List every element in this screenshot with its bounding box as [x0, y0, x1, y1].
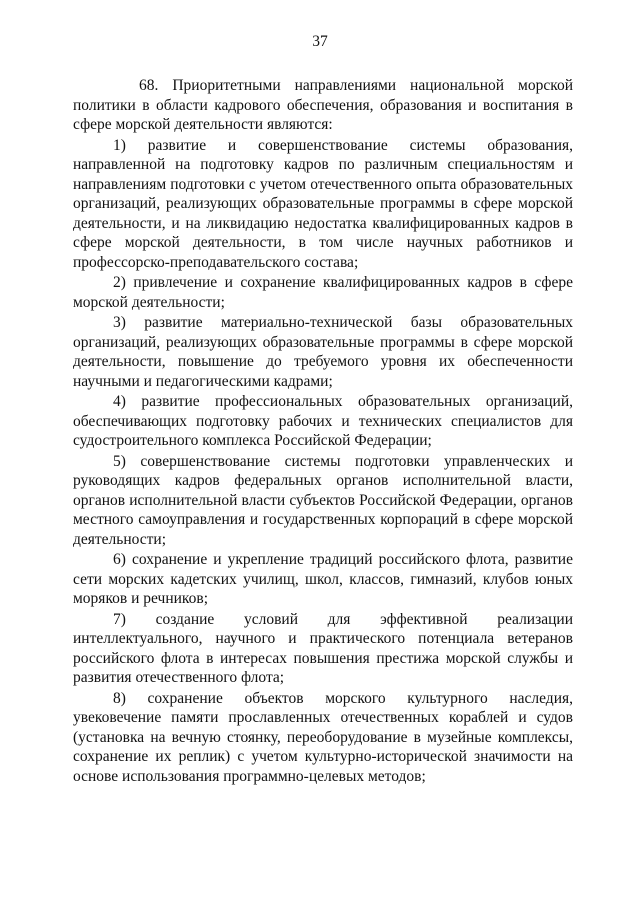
list-item: 8) сохранение объектов морского культурного наследия, увековечение памяти прославленных отечественных кораблей и судов (установка на вечную стоянку, переоборудование в музейные комплексы, сохранение их реплик) с учетом культурно-исторической значимости на основе использования программно-целевых методов;	[73, 689, 573, 785]
list-item: 6) сохранение и укрепление традиций российского флота, развитие сети морских кадетских училищ, школ, классов, гимназий, клубов юных моряков и речников;	[73, 551, 573, 607]
list-item: 7) создание условий для эффективной реализации интеллектуального, научного и практического потенциала ветеранов российского флота в интересах повышения престижа морской службы и развития отечественного флота;	[73, 610, 573, 686]
list-item: 4) развитие профессиональных образовательных организаций, обеспечивающих подготовку рабочих и технических специалистов для судостроительного комплекса Российской Федерации;	[73, 393, 573, 449]
list-item: 2) привлечение и сохранение квалифицированных кадров в сфере морской деятельности;	[73, 274, 573, 311]
list-item: 3) развитие материально-технической базы образовательных организаций, реализующих образовательные программы в сфере морской деятельности, повышение до требуемого уровня их обеспеченности научными и педагогическими кадрами;	[73, 314, 573, 390]
document-body	[73, 76, 573, 787]
list-item: 5) совершенствование системы подготовки управленческих и руководящих кадров федеральных органов исполнительной власти, органов исполнительной власти субъектов Российской Федерации, органов местного самоуправления и государственных корпораций в сфере морской деятельности;	[73, 452, 573, 548]
section-68-lead: 68. Приоритетными направлениями национальной морской политики в области кадрового обеспечения, образования и воспитания в сфере морской деятельности являются:	[73, 77, 573, 133]
page-number: 37	[312, 33, 328, 50]
priority-directions-list	[73, 136, 573, 787]
list-item: 1) развитие и совершенствование системы образования, направленной на подготовку кадров по различным специальностям и направлениям подготовки с учетом отечественного опыта образовательных организаций, реализующих образовательные программы в сфере морской деятельности, и на ликвидацию недостатка квалифицированных кадров в сфере морской деятельности, в том числе научных работников и профессорско-преподавательского состава;	[73, 136, 573, 271]
